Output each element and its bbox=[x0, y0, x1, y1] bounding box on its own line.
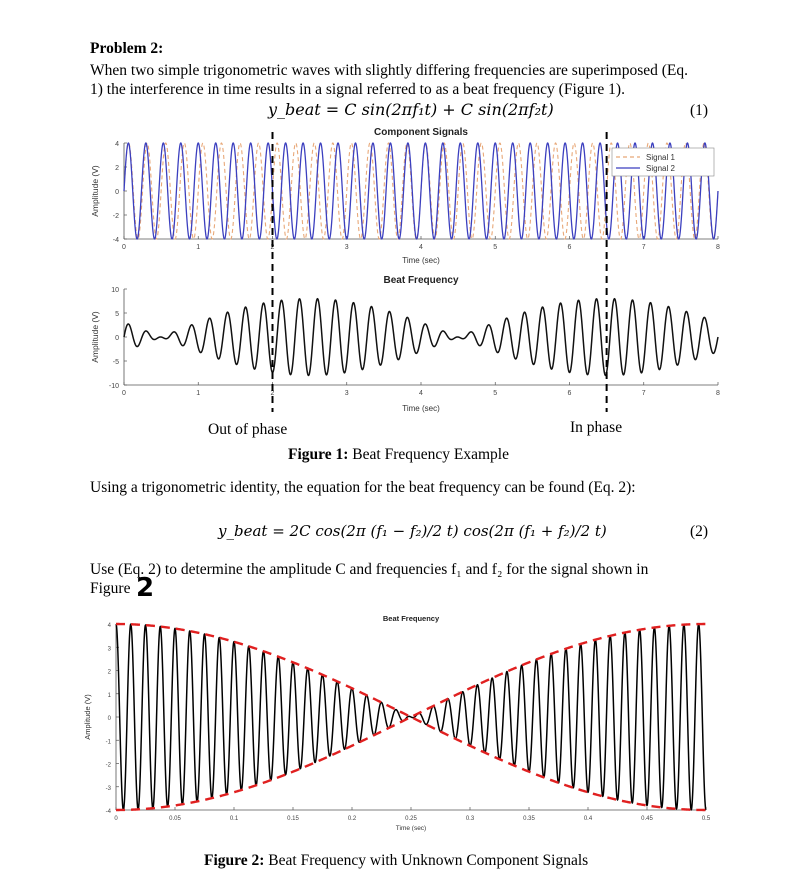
equation-2: y_beat = 2C cos(2π (f₁ − f₂)/2 t) cos(2π (f₁ + f₂)/2 t) bbox=[218, 522, 607, 540]
x-tick-label: 5 bbox=[493, 244, 498, 251]
figure-1-caption-label: Figure 1: bbox=[288, 446, 349, 463]
y-tick-label: -2 bbox=[105, 762, 111, 769]
x-tick-label: 0.35 bbox=[523, 816, 535, 822]
x-tick-label: 6 bbox=[567, 244, 572, 251]
y-tick-label: -4 bbox=[105, 809, 111, 815]
x-axis-label: Time (sec) bbox=[402, 256, 440, 265]
y-tick-label: 0 bbox=[115, 335, 119, 342]
legend-label-signal-1: Signal 1 bbox=[646, 153, 675, 162]
x-tick-label: 8 bbox=[716, 390, 720, 397]
y-tick-label: -4 bbox=[112, 237, 119, 244]
x-tick-label: 0.2 bbox=[347, 816, 357, 822]
x-tick-label: 2 bbox=[270, 244, 275, 251]
y-tick-label: 4 bbox=[107, 623, 111, 629]
y-tick-label: -3 bbox=[105, 785, 111, 792]
x-tick-label: 3 bbox=[344, 244, 349, 251]
x-tick-label: 4 bbox=[419, 244, 423, 251]
equation-2-number: (2) bbox=[690, 523, 709, 540]
y-axis-label: Amplitude (V) bbox=[90, 311, 100, 363]
y-tick-label: 5 bbox=[115, 311, 119, 318]
x-tick-label: 0 bbox=[122, 390, 126, 397]
component-signals-chart bbox=[90, 127, 720, 265]
x-tick-label: 7 bbox=[641, 390, 646, 397]
x-tick-label: 0.25 bbox=[405, 816, 417, 822]
x-tick-label: 0.45 bbox=[641, 816, 653, 822]
y-tick-label: -1 bbox=[105, 739, 111, 746]
x-tick-label: 4 bbox=[419, 390, 423, 397]
chart-title: Beat Frequency bbox=[383, 275, 459, 286]
task-line-1: Use (Eq. 2) to determine the amplitude C and frequencies f₁ and f₂ for the signal shown in bbox=[90, 561, 649, 578]
equation-1-number: (1) bbox=[690, 102, 709, 119]
x-tick-label: 8 bbox=[716, 244, 720, 251]
equation-1: y_beat = C sin(2πf₁t) + C sin(2πf₂t) bbox=[268, 100, 554, 119]
figure-2-caption bbox=[204, 852, 588, 870]
y-tick-label: 2 bbox=[115, 165, 119, 172]
x-tick-label: 0.5 bbox=[701, 816, 711, 822]
x-tick-label: 3 bbox=[344, 390, 349, 397]
legend bbox=[612, 148, 714, 176]
y-tick-label: -2 bbox=[112, 213, 119, 220]
identity-text: Using a trigonometric identity, the equation for the beat frequency can be found (Eq. 2): bbox=[90, 479, 636, 496]
y-tick-label: 3 bbox=[107, 646, 111, 653]
x-tick-label: 7 bbox=[641, 244, 646, 251]
x-tick-label: 0 bbox=[114, 816, 118, 822]
intro-line-2: 1) the interference in time results in a signal referred to as a beat frequency (Figure 1). bbox=[90, 81, 625, 98]
chart-title: Component Signals bbox=[374, 127, 468, 138]
y-tick-label: 0 bbox=[115, 189, 119, 196]
legend-label-signal-2: Signal 2 bbox=[646, 164, 675, 173]
chart-title: Beat Frequency bbox=[382, 614, 440, 623]
beat-signal-line bbox=[124, 299, 718, 376]
x-tick-label: 0.1 bbox=[229, 816, 239, 822]
y-tick-label: 4 bbox=[115, 141, 119, 148]
x-tick-label: 0.4 bbox=[583, 816, 593, 822]
beat-signal-line bbox=[116, 624, 706, 810]
out-of-phase-label: Out of phase bbox=[208, 421, 288, 438]
beat-frequency-chart bbox=[90, 275, 720, 413]
figure-2-caption-text: Beat Frequency with Unknown Component Signals bbox=[268, 852, 589, 869]
y-axis-label: Amplitude (V) bbox=[83, 694, 92, 740]
beat-frequency-unknown-chart bbox=[83, 614, 711, 832]
figure-1 bbox=[0, 120, 804, 450]
y-tick-label: 0 bbox=[107, 716, 111, 722]
x-tick-label: 0.3 bbox=[465, 816, 475, 822]
y-tick-label: -5 bbox=[112, 359, 119, 366]
x-axis-label: Time (sec) bbox=[402, 404, 440, 413]
x-axis-label: Time (sec) bbox=[395, 825, 427, 832]
x-tick-label: 2 bbox=[270, 390, 275, 397]
x-tick-label: 0.15 bbox=[287, 816, 299, 822]
y-tick-label: 2 bbox=[107, 669, 111, 676]
task-line-2: Figure bbox=[90, 580, 131, 597]
intro-line-1: When two simple trigonometric waves with slightly differing frequencies are superimposed (Eq. bbox=[90, 62, 689, 79]
y-tick-label: 10 bbox=[111, 287, 119, 294]
y-tick-label: -10 bbox=[108, 383, 119, 390]
x-tick-label: 5 bbox=[493, 390, 498, 397]
y-axis-label: Amplitude (V) bbox=[90, 165, 100, 217]
figure-1-caption-text: Beat Frequency Example bbox=[352, 446, 509, 463]
y-tick-label: 1 bbox=[107, 692, 111, 699]
x-tick-label: 6 bbox=[567, 390, 572, 397]
x-tick-label: 1 bbox=[196, 244, 201, 251]
x-tick-label: 1 bbox=[196, 390, 201, 397]
problem-heading: Problem 2: bbox=[90, 40, 164, 57]
handwritten-figure-number: 2 bbox=[136, 573, 155, 603]
x-tick-label: 0 bbox=[122, 244, 126, 251]
in-phase-label: In phase bbox=[570, 419, 623, 436]
figure-2-caption-label: Figure 2: bbox=[204, 852, 265, 869]
figure-2 bbox=[0, 608, 804, 844]
figure-1-caption bbox=[288, 446, 509, 464]
x-tick-label: 0.05 bbox=[169, 816, 181, 822]
